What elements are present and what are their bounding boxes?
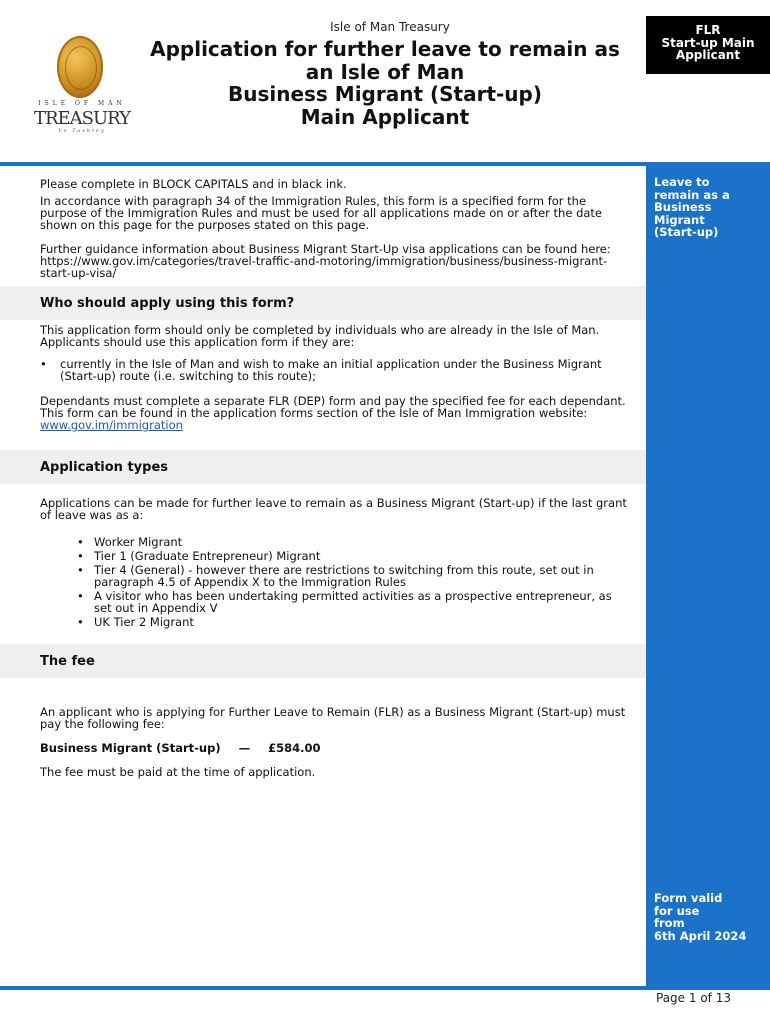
list-item: • Worker Migrant: [40, 536, 628, 548]
title-line-1: Application for further leave to remain as: [150, 37, 620, 61]
fee-intro: An applicant who is applying for Further Leave to Remain (FLR) as a Business Migrant (Start-up) must pay the following fee:: [40, 705, 626, 731]
sidebar: [646, 166, 770, 986]
page-title: [135, 38, 635, 128]
dependants-text: Dependants must complete a separate FLR (DEP) form and pay the specified fee for each dependant. This form can be found in the application forms section of the Isle of Man Immigration website:: [40, 394, 626, 420]
sidebar-bottom-line: from: [654, 916, 685, 930]
form-code-badge: [646, 16, 770, 74]
list-item: • Tier 1 (Graduate Entrepreneur) Migrant: [40, 550, 628, 562]
who-dependants: [40, 395, 628, 431]
list-item: • Tier 4 (General) - however there are restrictions to switching from this route, set out in paragraph 4.5 of Appendix X to the Immigration Rules: [40, 564, 628, 588]
list-item: • UK Tier 2 Migrant: [40, 616, 628, 628]
logo-top-text: ISLE OF MAN: [38, 100, 126, 107]
intro-guidance: Further guidance information about Business Migrant Start-Up visa applications can be found here: https://www.gov.im/categories/travel-traffic-and-motoring/immigration/business/business-migrant-start-up-visa/: [40, 242, 611, 280]
section-who-should-apply: [0, 286, 646, 320]
intro-specified-form: In accordance with paragraph 34 of the Immigration Rules, this form is a specified form for the purpose of the Immigration Rules and must be used for all applications made on or after the date shown on this page for the purposes stated on this page.: [40, 194, 602, 232]
sidebar-bottom-line: for use: [654, 903, 700, 918]
title-line-3: Business Migrant (Start-up): [227, 82, 543, 106]
sidebar-top-line: Leave to: [654, 175, 710, 189]
fee-amount: £584.00: [268, 741, 321, 755]
intro-block-capitals: Please complete in BLOCK CAPITALS and in black ink.: [40, 177, 347, 191]
treasury-logo: [32, 34, 132, 134]
sidebar-top-line: Migrant: [654, 212, 705, 227]
section-the-fee: [0, 644, 646, 678]
fee-dash: —: [238, 741, 251, 755]
section-heading: The fee: [40, 654, 95, 669]
fee-payment-note: The fee must be paid at the time of application.: [40, 765, 316, 779]
coin-emblem-icon: [57, 36, 103, 98]
section-application-types: [0, 450, 646, 484]
footer-divider: [0, 986, 770, 990]
sidebar-validity-text: [654, 892, 746, 942]
immigration-website-link[interactable]: www.gov.im/immigration: [40, 418, 183, 432]
fee-line: [40, 742, 628, 754]
types-intro: Applications can be made for further leave to remain as a Business Migrant (Start-up) if the last grant of leave was as a:: [40, 496, 627, 522]
list-item: • A visitor who has been undertaking permitted activities as a prospective entrepreneur, as set out in Appendix V: [40, 590, 628, 614]
logo-main-text: TREASURY: [33, 108, 131, 129]
badge-line-2: Start-up Main: [661, 35, 755, 50]
sidebar-bottom-line: Form valid: [654, 891, 723, 905]
who-bullet-list: [40, 358, 628, 384]
who-intro: This application form should only be completed by individuals who are already in the Isle of Man. Applicants should use this application form if they are:: [40, 323, 600, 349]
fee-label: Business Migrant (Start-up): [40, 741, 221, 755]
sidebar-top-line: remain as a: [654, 187, 730, 202]
sidebar-top-text: [654, 176, 730, 239]
section-heading: Application types: [40, 460, 168, 475]
sidebar-top-line: (Start-up): [654, 225, 719, 239]
badge-line-3: Applicant: [675, 48, 741, 62]
title-line-2: an Isle of Man: [305, 59, 465, 84]
types-list: [40, 536, 628, 630]
title-line-4: Main Applicant: [300, 104, 470, 129]
list-item: • currently in the Isle of Man and wish to make an initial application under the Business Migrant (Start-up) route (i.e. switching to this route);: [40, 358, 628, 382]
badge-line-1: FLR: [695, 23, 721, 37]
page-number: Page 1 of 13: [656, 991, 731, 1005]
sidebar-top-line: Business: [654, 200, 712, 214]
treasury-label: Isle of Man Treasury: [330, 20, 450, 34]
sidebar-bottom-line: 6th April 2024: [654, 928, 747, 943]
section-heading: Who should apply using this form?: [40, 296, 295, 311]
logo-sub-text: Yn Tashtey: [58, 128, 106, 134]
